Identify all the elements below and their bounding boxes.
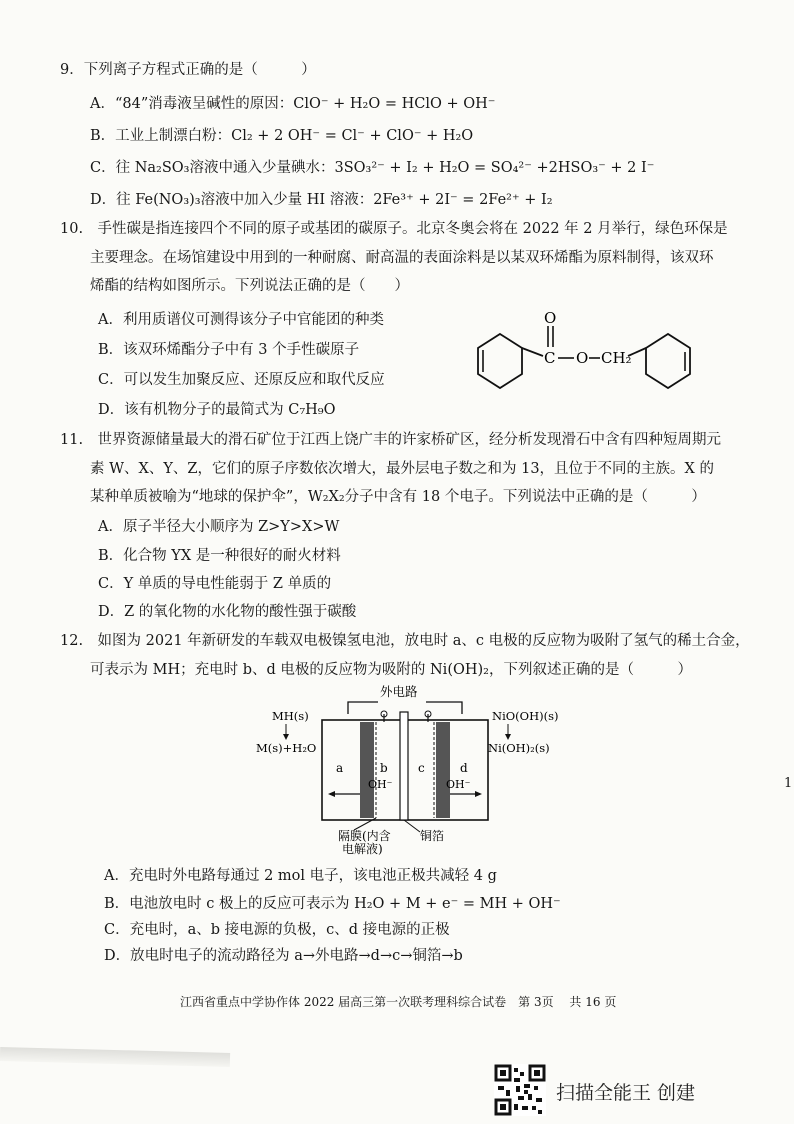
copper-foil-label: 铜箔 [420,829,445,843]
oh-right-label: OH⁻ [446,778,471,791]
label-b: b [380,761,388,775]
copper-foil [400,712,408,820]
scanner-badge-text: 扫描全能王 创建 [556,1082,696,1104]
q11-stem-line3: 某种单质被喻为“地球的保护伞”，W₂X₂分子中含有 18 个电子。下列说法中正确的是（ ） [90,489,706,505]
q10-option-b: B．该双环烯酯分子中有 3 个手性碳原子 [98,342,360,358]
separator-label-2: 电解液) [342,842,383,855]
q11-stem-line1: 11. 世界资源储量最大的滑石矿位于江西上饶广丰的许家桥矿区，经分析发现滑石中含有四种短周期元 [60,432,722,448]
q11-option-b: B．化合物 YX 是一种很好的耐火材料 [98,548,341,564]
right-reactant-label: NiO(OH)(s) [492,709,559,723]
q12-stem-line1: 12. 如图为 2021 年新研发的车载双电极镍氢电池，放电时 a、c 电极的反应物为吸附了氢气的稀土合金， [60,633,750,649]
margin-page-mark: 1 [784,776,793,791]
q12-stem-line2: 可表示为 MH；充电时 b、d 电极的反应物为吸附的 Ni(OH)₂，下列叙述正确的是（ ） [90,662,692,678]
q10-stem-line2: 主要理念。在场馆建设中用到的一种耐腐、耐高温的表面涂料是以某双环烯酯为原料制得，该双环 [90,250,714,266]
right-product-label: Ni(OH)₂(s) [488,741,550,755]
left-reactant-label: MH(s) [272,709,309,723]
q11-option-d: D．Z 的氧化物的水化物的酸性强于碳酸 [98,604,357,620]
atom-c: C [544,349,556,367]
q9-option-a: A．“84”消毒液呈碱性的原因：ClO⁻ + H₂O = HClO + OH⁻ [90,96,496,112]
q12-option-a: A．充电时外电路每通过 2 mol 电子，该电池正极共减轻 4 g [104,868,497,884]
q10-stem-line3: 烯酯的结构如图所示。下列说法正确的是（ ） [90,278,409,294]
q10-option-c: C．可以发生加聚反应、还原反应和取代反应 [98,372,385,388]
q12-option-c: C．充电时，a、b 接电源的负极，c、d 接电源的正极 [104,922,450,938]
q11-stem-line2: 素 W、X、Y、Z，它们的原子序数依次增大，最外层电子数之和为 13，且位于不同的主族。X 的 [90,461,714,477]
qr-code-icon [494,1064,546,1116]
q9-option-d: D．往 Fe(NO₃)₃溶液中加入少量 HI 溶液：2Fe³⁺ + 2I⁻ = 2Fe²⁺ + I₂ [90,192,553,208]
q9-option-c: C．往 Na₂SO₃溶液中通入少量碘水：3SO₃²⁻ + I₂ + H₂O = SO₄²⁻ +2HSO₃⁻ + 2 I⁻ [90,160,655,176]
separator-label-1: 隔膜(内含 [338,829,391,843]
outer-circuit-label: 外电路 [380,684,418,699]
atom-o-carbonyl: O [544,309,557,327]
ch2-group: CH₂ [601,349,632,367]
oh-left-label: OH⁻ [368,778,393,791]
nickel-hydrogen-battery-diagram [250,680,570,855]
q12-option-d: D．放电时电子的流动路径为 a→外电路→d→c→铜箔→b [104,948,463,964]
q12-option-b: B．电池放电时 c 极上的反应可表示为 H₂O + M + e⁻ = MH + OH⁻ [104,896,561,912]
q10-stem-line1: 10. 手性碳是指连接四个不同的原子或基团的碳原子。北京冬奥会将在 2022 年 2 月举行，绿色环保是 [60,221,728,237]
q10-option-a: A．利用质谱仪可测得该分子中官能团的种类 [98,312,384,328]
electrode-c [436,722,450,818]
q9-stem: 9．下列离子方程式正确的是（ ） [60,62,316,78]
label-c: c [418,761,425,775]
q9-option-b: B．工业上制漂白粉：Cl₂ + 2 OH⁻ = Cl⁻ + ClO⁻ + H₂O [90,128,474,144]
label-a: a [336,761,344,775]
scan-edge-shadow [0,1047,230,1067]
label-d: d [460,761,468,775]
q10-option-d: D．该有机物分子的最简式为 C₇H₉O [98,402,336,418]
electrode-b [360,722,374,818]
left-product-label: M(s)+H₂O [256,741,317,755]
q11-option-a: A．原子半径大小顺序为 Z>Y>X>W [98,519,340,535]
bicyclic-ester-structure [470,308,700,408]
page-footer: 江西省重点中学协作体 2022 届高三第一次联考理科综合试卷 第 3页 共 16 页 [180,995,617,1009]
atom-o-ester: O [576,349,589,367]
q11-option-c: C．Y 单质的导电性能弱于 Z 单质的 [98,576,332,592]
